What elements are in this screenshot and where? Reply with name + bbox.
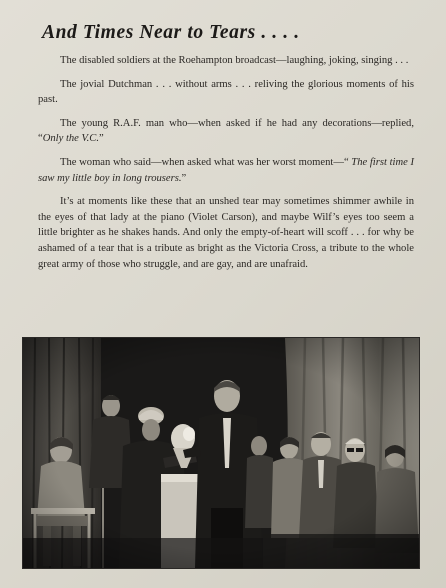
paragraph-woman — [38, 155, 414, 186]
article-body — [38, 53, 414, 280]
broadcast-photograph — [22, 337, 420, 569]
paragraph-raf-quote: Only the V.C. — [42, 133, 100, 145]
paragraph-tears: It’s at moments like these that an unshed tear may sometimes shimmer awhile in the eyes of that lady at the piano (Violet Carson), and maybe Wilf’s eyes too seem a little brighter as he shakes hands. And only the empty-of-heart will scoff . . . for why be ashamed of a tear that is a tribute as bright as the Victoria Cross, a tribute to the whole great army of those who struggle, and are gay, and are unafraid. — [38, 196, 414, 270]
paragraph-raf-man — [38, 116, 414, 147]
paragraph-woman-quote: The first time I saw my little boy in long trousers. — [38, 156, 414, 184]
paragraph-woman-close: ” — [181, 172, 187, 184]
article-title: And Times Near to Tears . . . . — [42, 22, 300, 43]
paragraph-dutchman: The jovial Dutchman . . . without arms . . . reliving the glorious moments of his past. — [38, 78, 414, 106]
paragraph-raf-close: ” — [99, 133, 104, 145]
paragraph-raf-text: The young R.A.F. man who—when asked if he had any decorations—replied, “ — [38, 117, 414, 145]
paragraph-woman-text: The woman who said—when asked what was her worst moment—“ — [60, 156, 352, 168]
paragraph-roehampton: The disabled soldiers at the Roehampton broadcast—laughing, joking, singing . . . — [60, 55, 409, 66]
photo-illustration — [23, 338, 419, 568]
